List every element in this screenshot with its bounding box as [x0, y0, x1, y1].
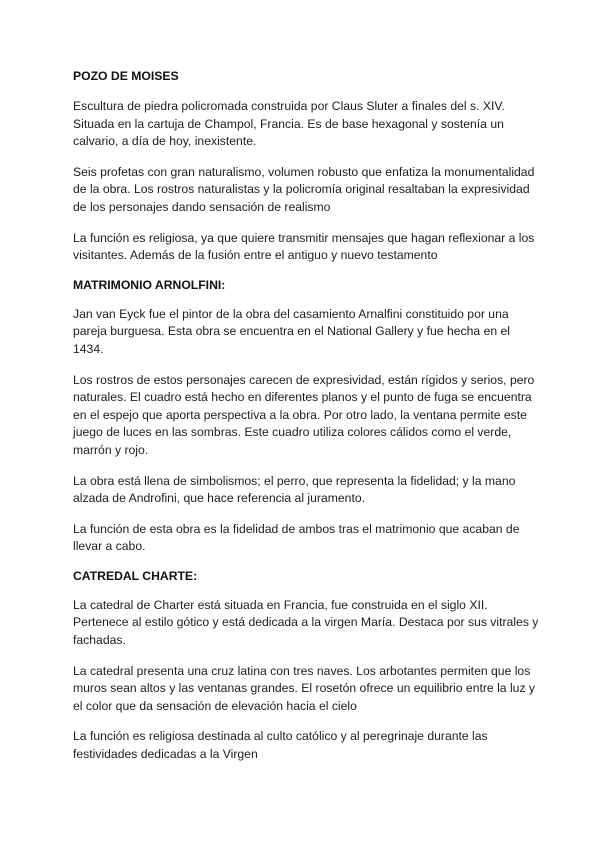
paragraph: Jan van Eyck fue el pintor de la obra del casamiento Arnalfini constituido por una pareja burguesa. Esta obra se encuentra en el National Gallery y fue hecha en el 1434.	[73, 306, 510, 356]
paragraph: Escultura de piedra policromada construida por Claus Sluter a finales del s. XIV. Situada en la cartuja de Champol, Francia. Es de base hexagonal y sostenía un calvario, a día de hoy, inexistente.	[73, 99, 505, 149]
paragraph: La función es religiosa destinada al culto católico y al peregrinaje durante las festividades dedicadas a la Virgen	[73, 729, 488, 762]
paragraph: La función es religiosa, ya que quiere transmitir mensajes que hagan reflexionar a los visitantes. Además de la fusión entre el antiguo y nuevo testamento	[73, 230, 535, 263]
paragraph: La obra está llena de simbolismos; el perro, que representa la fidelidad; y la mano alzada de Androfini, que hace referencia al juramento.	[73, 473, 516, 506]
section-title-catredal-charte: CATREDAL CHARTE:	[73, 568, 198, 583]
paragraph: La catedral presenta una cruz latina con tres naves. Los arbotantes permiten que los muros sean altos y las ventanas grandes. El rosetón ofrece un equilibrio entre la luz y el color que da sensación de elevación hacia el cielo	[73, 663, 536, 713]
paragraph: Seis profetas con gran naturalismo, volumen robusto que enfatiza la monumentalidad de la obra. Los rostros naturalistas y la policromía original resaltaban la expresividad de los personajes dando sensación de realismo	[73, 164, 535, 214]
paragraph: Los rostros de estos personajes carecen de expresividad, están rígidos y serios, pero naturales. El cuadro está hecho en diferentes planos y el punto de fuga se encuentra en el espejo que aporta perspectiva a la obra. Por otro lado, la ventana permite este juego de luces en las sombras. Este cuadro utiliza colores cálidos como el verde, marrón y rojo.	[73, 372, 535, 457]
section-title-pozo-de-moises: POZO DE MOISES	[73, 69, 179, 83]
paragraph: La función de esta obra es la fidelidad de ambos tras el matrimonio que acaban de llevar a cabo.	[73, 521, 520, 554]
paragraph: La catedral de Charter está situada en Francia, fue construida en el siglo XII. Pertenece al estilo gótico y está dedicada a la virgen María. Destaca por sus vitrales y fachadas.	[73, 597, 539, 648]
section-title-matrimonio-arnolfini: MATRIMONIO ARNOLFINI:	[73, 277, 226, 292]
document-page	[73, 68, 543, 764]
